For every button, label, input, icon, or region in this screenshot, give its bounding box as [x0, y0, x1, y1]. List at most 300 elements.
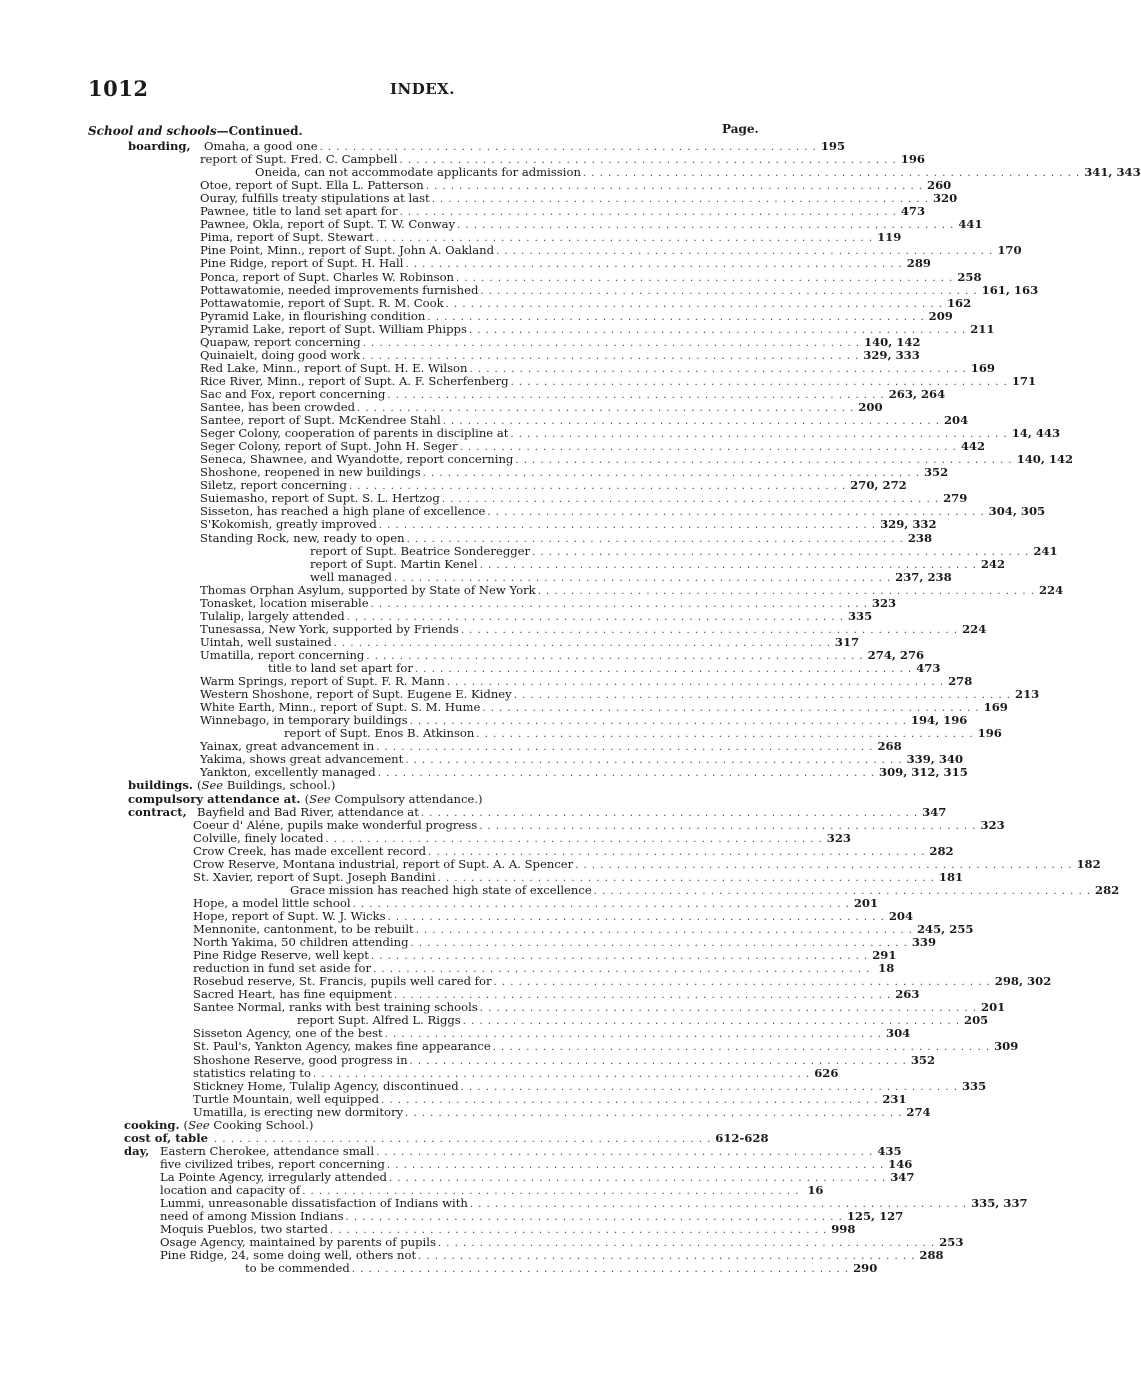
- dot-leader: . . . . . . . . . . . . . . . . . . . . . . . . . . . . . . . . . . . . . . . . . . . . . . . . . . . . . . . . . . . .: [351, 1264, 850, 1276]
- index-entry: [200, 517, 937, 532]
- dot-leader: . . . . . . . . . . . . . . . . . . . . . . . . . . . . . . . . . . . . . . . . . . . . . . . . . . . . . . . . . . . .: [357, 403, 855, 414]
- entry-label: contract,: [128, 804, 187, 819]
- index-entry: [200, 413, 969, 428]
- entry-text: five civilized tribes, report concerning: [160, 1156, 385, 1171]
- entry-page-ref: 263: [895, 987, 920, 1002]
- index-entry: [193, 1039, 1019, 1054]
- entry-text: Stickney Home, Tulalip Agency, discontinued: [193, 1078, 459, 1093]
- index-entry: [193, 843, 954, 858]
- entry-text: Pottawatomie, needed improvements furnished: [200, 282, 479, 297]
- section-heading-main: School and schools: [88, 124, 217, 138]
- dot-leader: . . . . . . . . . . . . . . . . . . . . . . . . . . . . . . . . . . . . . . . . . . . . . . . . . . . . . . . . . . . .: [381, 1094, 879, 1106]
- entry-text: Coeur d' Aléne, pupils make wonderful progress: [193, 817, 478, 832]
- entry-page-ref: 258: [957, 269, 982, 284]
- dot-leader: . . . . . . . . . . . . . . . . . . . . . . . . . . . . . . . . . . . . . . . . . . . . . . . . . . . . . . . . . . . .: [406, 533, 904, 545]
- index-entry: [268, 661, 941, 675]
- entry-text: reduction in fund set aside for: [193, 961, 371, 976]
- entry-text: report of Supt. Enos B. Atkinson: [284, 726, 475, 741]
- entry-text: Grace mission has reached high state of excellence: [290, 882, 592, 897]
- index-entry: [193, 830, 851, 845]
- dot-leader: . . . . . . . . . . . . . . . . . . . . . . . . . . . . . . . . . . . . . . . . . . . . . . . . . . . . . . . . . . . .: [372, 964, 871, 976]
- index-entry: [200, 621, 987, 636]
- index-entry: [200, 347, 920, 362]
- entry-page-ref: 335: [847, 608, 873, 623]
- dot-leader: . . . . . . . . . . . . . . . . . . . . . . . . . . . . . . . . . . . . . . . . . . . . . . . . . . . . . . . . . . . .: [387, 911, 885, 923]
- index-entry: [200, 373, 1037, 388]
- index-entry: [255, 165, 1141, 180]
- entry-page-ref: 231: [882, 1091, 907, 1106]
- index-entry: [200, 647, 925, 662]
- index-entry: [245, 1261, 878, 1276]
- dot-leader: . . . . . . . . . . . . . . . . . . . . . . . . . . . . . . . . . . . . . . . . . . . . . . . . . . . . . . . . . . . .: [431, 194, 929, 206]
- entry-page-ref: 169: [983, 700, 1008, 715]
- index-entry: [160, 1156, 913, 1171]
- entry-text: statistics relating to: [193, 1065, 311, 1080]
- dot-leader: . . . . . . . . . . . . . . . . . . . . . . . . . . . . . . . . . . . . . . . . . . . . . . . . . . . . . . . . . . . .: [312, 1068, 811, 1080]
- entry-page-ref: 253: [939, 1235, 964, 1250]
- entry-text: Warm Springs, report of Supt. F. R. Mann: [200, 674, 445, 689]
- entry-text: Pottawatomie, report of Supt. R. M. Cook: [200, 295, 444, 310]
- entry-page-ref: 626: [814, 1065, 839, 1080]
- entry-label: boarding,: [128, 139, 191, 153]
- dot-leader: . . . . . . . . . . . . . . . . . . . . . . . . . . . . . . . . . . . . . . . . . . . . . . . . . . . . . . . . . . . .: [352, 898, 850, 910]
- entry-page-ref: 323: [871, 595, 897, 610]
- dot-leader: . . . . . . . . . . . . . . . . . . . . . . . . . . . . . . . . . . . . . . . . . . . . . . . . . . . . . . . . . . . .: [348, 481, 847, 493]
- entry-text: Sacred Heart, has fine equipment: [193, 987, 392, 1002]
- entry-text: Umatilla, report concerning: [200, 647, 365, 662]
- entry-text: Eastern Cherokee, attendance small: [160, 1143, 375, 1158]
- entry-page-ref: 323: [980, 817, 1005, 832]
- entry-text: Osage Agency, maintained by parents of pupils: [160, 1235, 436, 1250]
- dot-leader: . . . . . . . . . . . . . . . . . . . . . . . . . . . . . . . . . . . . . . . . . . . . . . . . . . . . . . . . . . . .: [399, 155, 897, 167]
- entry-text: Oneida, can not accommodate applicants for admission: [255, 165, 581, 180]
- entry-page-ref: 195: [820, 139, 846, 153]
- index-entry: [160, 1209, 904, 1224]
- entry-page-ref: 201: [981, 1000, 1006, 1015]
- entry-page-ref: 200: [858, 400, 883, 414]
- entry-text: Ponca, report of Supt. Charles W. Robinson: [200, 269, 455, 284]
- index-entry: [193, 895, 879, 910]
- entry-text: Crow Reserve, Montana industrial, report of Supt. A. A. Spencer: [193, 856, 574, 871]
- entry-text: Crow Creek, has made excellent record: [193, 843, 427, 858]
- entry-text: Sisseton Agency, one of the best: [193, 1026, 383, 1041]
- index-entry: [200, 152, 925, 167]
- dot-leader: . . . . . . . . . . . . . . . . . . . . . . . . . . . . . . . . . . . . . . . . . . . . . . . . . . . . . . . . . . . .: [487, 507, 985, 519]
- dot-leader: . . . . . . . . . . . . . . . . . . . . . . . . . . . . . . . . . . . . . . . . . . . . . . . . . . . . . . . . . . . .: [410, 938, 908, 950]
- entry-text: Pawnee, Okla, report of Supt. T. W. Conway: [200, 217, 456, 232]
- entry-page-ref: 304, 305: [988, 504, 1046, 519]
- dot-leader: . . . . . . . . . . . . . . . . . . . . . . . . . . . . . . . . . . . . . . . . . . . . . . . . . . . . . . . . . . . .: [422, 468, 920, 480]
- dot-leader: . . . . . . . . . . . . . . . . . . . . . . . . . . . . . . . . . . . . . . . . . . . . . . . . . . . . . . . . . . . .: [469, 1199, 968, 1211]
- index-entry: [200, 426, 1061, 441]
- entry-page-ref: 162: [946, 295, 972, 310]
- entry-page-ref: 260: [927, 178, 952, 193]
- entry-text: Santee, has been crowded: [200, 400, 356, 414]
- index-entry: [193, 974, 1052, 989]
- entry-text: report of Supt. Beatrice Sonderegger: [310, 543, 531, 558]
- entry-page-ref: 288: [919, 1248, 944, 1263]
- entry-text: Turtle Mountain, well equipped: [193, 1091, 380, 1106]
- entry-page-ref: 209: [928, 308, 953, 323]
- index-entry: [200, 608, 873, 623]
- dot-leader: . . . . . . . . . . . . . . . . . . . . . . . . . . . . . . . . . . . . . . . . . . . . . . . . . . . . . . . . . . . .: [362, 350, 860, 362]
- dot-leader: . . . . . . . . . . . . . . . . . . . . . . . . . . . . . . . . . . . . . . . . . . . . . . . . . . . . . . . . . . . .: [460, 624, 959, 636]
- entry-text: Quinaielt, doing good work: [200, 347, 361, 362]
- index-entry: [193, 1091, 907, 1106]
- index-entry: [200, 295, 972, 310]
- entry-text: Omaha, a good one: [204, 139, 318, 153]
- entry-page-ref: 341, 343: [1084, 165, 1141, 180]
- dot-leader: . . . . . . . . . . . . . . . . . . . . . . . . . . . . . . . . . . . . . . . . . . . . . . . . . . . . . . . . . . . .: [459, 442, 957, 454]
- entry-page-ref: 323: [826, 830, 851, 845]
- entry-page-ref: 289: [906, 256, 931, 271]
- dot-leader: . . . . . . . . . . . . . . . . . . . . . . . . . . . . . . . . . . . . . . . . . . . . . . . . . . . . . . . . . . . .: [214, 1133, 712, 1145]
- entry-page-ref: 347: [890, 1169, 915, 1184]
- entry-label: cooking.: [124, 1117, 180, 1132]
- running-title: INDEX.: [390, 80, 456, 98]
- index-entry: [200, 386, 946, 401]
- dot-leader: . . . . . . . . . . . . . . . . . . . . . . . . . . . . . . . . . . . . . . . . . . . . . . . . . . . . . . . . . . . .: [376, 742, 874, 754]
- entry-page-ref: 435: [877, 1143, 902, 1158]
- dot-leader: . . . . . . . . . . . . . . . . . . . . . . . . . . . . . . . . . . . . . . . . . . . . . . . . . . . . . . . . . . . .: [515, 455, 1013, 467]
- dot-leader: . . . . . . . . . . . . . . . . . . . . . . . . . . . . . . . . . . . . . . . . . . . . . . . . . . . . . . . . . . . .: [593, 885, 1092, 897]
- entry-text: Santee, report of Supt. McKendree Stahl: [200, 413, 441, 428]
- dot-leader: . . . . . . . . . . . . . . . . . . . . . . . . . . . . . . . . . . . . . . . . . . . . . . . . . . . . . . . . . . . .: [482, 703, 980, 715]
- entry-page-ref: 274, 276: [867, 647, 925, 662]
- dot-leader: . . . . . . . . . . . . . . . . . . . . . . . . . . . . . . . . . . . . . . . . . . . . . . . . . . . . . . . . . . . .: [468, 324, 967, 336]
- index-entry: [193, 961, 895, 976]
- index-entry: [128, 804, 947, 819]
- entry-text: to be commended: [245, 1261, 350, 1276]
- index-entry: [193, 1065, 839, 1080]
- index-entry: [200, 478, 907, 493]
- entry-text: Santee Normal, ranks with best training schools: [193, 1000, 478, 1015]
- dot-leader: . . . . . . . . . . . . . . . . . . . . . . . . . . . . . . . . . . . . . . . . . . . . . . . . . . . . . . . . . . . .: [375, 233, 874, 245]
- entry-page-ref: 140, 142: [864, 334, 921, 349]
- index-entry: [200, 282, 1039, 297]
- index-entry: [200, 321, 995, 336]
- index-entry: [193, 817, 1005, 832]
- cross-reference: (See Cooking School.): [183, 1117, 314, 1132]
- entry-text: location and capacity of: [160, 1183, 301, 1197]
- index-entry: [124, 1143, 902, 1158]
- dot-leader: . . . . . . . . . . . . . . . . . . . . . . . . . . . . . . . . . . . . . . . . . . . . . . . . . . . . . . . . . . . .: [418, 1251, 916, 1263]
- entry-text: Quapaw, report concerning: [200, 334, 361, 349]
- index-entry: [193, 948, 897, 963]
- entry-text: Pine Point, Minn., report of Supt. John A. Oakland: [200, 243, 495, 258]
- entry-page-ref: 14, 443: [1011, 426, 1061, 441]
- dot-leader: . . . . . . . . . . . . . . . . . . . . . . . . . . . . . . . . . . . . . . . . . . . . . . . . . . . . . . . . . . . .: [386, 1159, 885, 1171]
- entry-page-ref: 304: [886, 1026, 911, 1041]
- entry-page-ref: 279: [943, 491, 968, 506]
- entry-page-ref: 224: [962, 621, 987, 636]
- entry-label: buildings.: [128, 778, 193, 793]
- dot-leader: . . . . . . . . . . . . . . . . . . . . . . . . . . . . . . . . . . . . . . . . . . . . . . . . . . . . . . . . . . . .: [409, 1055, 907, 1067]
- entry-text: Pine Ridge Reserve, well kept: [193, 948, 369, 963]
- dot-leader: . . . . . . . . . . . . . . . . . . . . . . . . . . . . . . . . . . . . . . . . . . . . . . . . . . . . . . . . . . . .: [437, 1238, 936, 1250]
- entry-page-ref: 238: [907, 530, 933, 545]
- dot-leader: . . . . . . . . . . . . . . . . . . . . . . . . . . . . . . . . . . . . . . . . . . . . . . . . . . . . . . . . . . . .: [362, 337, 861, 349]
- entry-page-ref: 263, 264: [888, 386, 946, 401]
- index-entry: [200, 439, 986, 454]
- entry-text: Colville, finely located: [193, 830, 324, 845]
- index-entry: [200, 452, 1074, 467]
- entry-text: Yakima, shows great advancement: [200, 752, 404, 767]
- index-entry: [160, 1196, 1028, 1211]
- dot-leader: . . . . . . . . . . . . . . . . . . . . . . . . . . . . . . . . . . . . . . . . . . . . . . . . . . . . . . . . . . . .: [415, 925, 913, 936]
- dot-leader: . . . . . . . . . . . . . . . . . . . . . . . . . . . . . . . . . . . . . . . . . . . . . . . . . . . . . . . . . . . .: [346, 611, 844, 623]
- dot-leader: . . . . . . . . . . . . . . . . . . . . . . . . . . . . . . . . . . . . . . . . . . . . . . . . . . . . . . . . . . . .: [496, 246, 994, 258]
- index-entry: [160, 1248, 944, 1263]
- index-entry: [193, 1078, 987, 1093]
- index-entry: [193, 869, 964, 884]
- dot-leader: . . . . . . . . . . . . . . . . . . . . . . . . . . . . . . . . . . . . . . . . . . . . . . . . . . . . . . . . . . . .: [460, 1081, 958, 1093]
- entry-text: Sac and Fox, report concerning: [200, 386, 386, 401]
- entry-text: well managed: [310, 569, 392, 584]
- entry-page-ref: 241: [1033, 543, 1058, 558]
- index-entry: [200, 765, 968, 780]
- dot-leader: . . . . . . . . . . . . . . . . . . . . . . . . . . . . . . . . . . . . . . . . . . . . . . . . . . . . . . . . . . . .: [427, 311, 925, 323]
- dot-leader: . . . . . . . . . . . . . . . . . . . . . . . . . . . . . . . . . . . . . . . . . . . . . . . . . . . . . . . . . . . .: [393, 572, 892, 584]
- dot-leader: . . . . . . . . . . . . . . . . . . . . . . . . . . . . . . . . . . . . . . . . . . . . . . . . . . . . . . . . . . . .: [428, 846, 926, 858]
- entry-text: Standing Rock, new, ready to open: [200, 530, 405, 545]
- entry-label: day,: [124, 1143, 150, 1158]
- index-entry: [160, 1183, 824, 1197]
- entry-page-ref: 612-628: [715, 1130, 769, 1145]
- index-entry: [193, 1000, 1006, 1015]
- index-entry: [200, 713, 968, 728]
- index-entry: [193, 922, 974, 936]
- dot-leader: . . . . . . . . . . . . . . . . . . . . . . . . . . . . . . . . . . . . . . . . . . . . . . . . . . . . . . . . . . . .: [384, 1029, 882, 1041]
- index-entry: [200, 360, 995, 375]
- dot-leader: . . . . . . . . . . . . . . . . . . . . . . . . . . . . . . . . . . . . . . . . . . . . . . . . . . . . . . . . . . . .: [393, 990, 892, 1002]
- index-entry: [193, 908, 914, 923]
- entry-text: Shoshone, reopened in new buildings: [200, 465, 421, 480]
- cross-reference: (See Buildings, school.): [196, 778, 336, 793]
- index-entry: [200, 217, 983, 232]
- dot-leader: . . . . . . . . . . . . . . . . . . . . . . . . . . . . . . . . . . . . . . . . . . . . . . . . . . . . . . . . . . . .: [319, 142, 817, 153]
- page-column-label: Page.: [722, 122, 759, 136]
- entry-page-ref: 335: [961, 1078, 987, 1093]
- dot-leader: . . . . . . . . . . . . . . . . . . . . . . . . . . . . . . . . . . . . . . . . . . . . . . . . . . . . . . . . . . . .: [513, 690, 1011, 702]
- entry-text: Tonasket, location miserable: [200, 595, 369, 610]
- entry-page-ref: 224: [1038, 582, 1064, 597]
- entry-text: St. Paul's, Yankton Agency, makes fine appearance: [193, 1039, 491, 1054]
- entry-text: Pyramid Lake, in flourishing condition: [200, 308, 426, 323]
- entry-text: Rice River, Minn., report of Supt. A. F. Scherfenberg: [200, 373, 509, 388]
- entry-page-ref: 282: [1095, 882, 1120, 897]
- entry-text: Lummi, unreasonable dissatisfaction of Indians with: [160, 1196, 468, 1211]
- entry-page-ref: 170: [997, 243, 1022, 258]
- index-entry: [284, 726, 1002, 741]
- entry-page-ref: 204: [943, 413, 969, 428]
- index-entry: [200, 739, 902, 754]
- dot-leader: . . . . . . . . . . . . . . . . . . . . . . . . . . . . . . . . . . . . . . . . . . . . . . . . . . . . . . . . . . . .: [446, 677, 945, 689]
- entry-page-ref: 352: [923, 465, 949, 480]
- entry-page-ref: 204: [888, 908, 914, 923]
- dot-leader: . . . . . . . . . . . . . . . . . . . . . . . . . . . . . . . . . . . . . . . . . . . . . . . . . . . . . . . . . . . .: [377, 768, 876, 780]
- index-entry: [200, 269, 982, 284]
- entry-page-ref: 473: [916, 661, 941, 675]
- entry-text: Pine Ridge, 24, some doing well, others not: [160, 1248, 417, 1263]
- entry-text: Seneca, Shawnee, and Wyandotte, report concerning: [200, 452, 514, 467]
- entry-page-ref: 282: [929, 843, 954, 858]
- entry-page-ref: 146: [888, 1156, 913, 1171]
- dot-leader: . . . . . . . . . . . . . . . . . . . . . . . . . . . . . . . . . . . . . . . . . . . . . . . . . . . . . . . . . . . .: [376, 1146, 874, 1158]
- entry-page-ref: 125, 127: [846, 1209, 904, 1224]
- entry-text: Winnebago, in temporary buildings: [200, 713, 408, 728]
- dot-leader: . . . . . . . . . . . . . . . . . . . . . . . . . . . . . . . . . . . . . . . . . . . . . . . . . . . . . . . . . . . .: [302, 1186, 800, 1197]
- index-entry: [200, 334, 921, 349]
- dot-leader: . . . . . . . . . . . . . . . . . . . . . . . . . . . . . . . . . . . . . . . . . . . . . . . . . . . . . . . . . . . .: [479, 559, 977, 571]
- entry-text: Seger Colony, report of Supt. John H. Seger: [200, 439, 458, 454]
- dot-leader: . . . . . . . . . . . . . . . . . . . . . . . . . . . . . . . . . . . . . . . . . . . . . . . . . . . . . . . . . . . .: [405, 259, 903, 271]
- entry-page-ref: 352: [910, 1052, 936, 1067]
- entry-page-ref: 274: [906, 1104, 931, 1119]
- entry-text: Tunesassa, New York, supported by Friends: [200, 621, 459, 636]
- index-entry: [160, 1169, 915, 1184]
- entry-text: Red Lake, Minn., report of Supt. H. E. Wilson: [200, 360, 468, 375]
- dot-leader: . . . . . . . . . . . . . . . . . . . . . . . . . . . . . . . . . . . . . . . . . . . . . . . . . . . . . . . . . . . .: [537, 585, 1035, 597]
- index-entry: [128, 139, 846, 153]
- entry-text: Mennonite, cantonment, to be rebuilt: [193, 922, 414, 936]
- dot-leader: . . . . . . . . . . . . . . . . . . . . . . . . . . . . . . . . . . . . . . . . . . . . . . . . . . . . . . . . . . . .: [329, 1225, 828, 1237]
- entry-text: Umatilla, is erecting new dormitory: [193, 1104, 404, 1119]
- dot-leader: . . . . . . . . . . . . . . . . . . . . . . . . . . . . . . . . . . . . . . . . . . . . . . . . . . . . . . . . . . . .: [420, 807, 919, 819]
- index-entry: [200, 204, 926, 219]
- entry-text: Western Shoshone, report of Supt. Eugene E. Kidney: [200, 687, 512, 702]
- index-entry: [200, 178, 952, 193]
- entry-text: St. Xavier, report of Supt. Joseph Bandini: [193, 869, 436, 884]
- entry-text: Siletz, report concerning: [200, 478, 347, 493]
- index-entry: [297, 1013, 989, 1028]
- dot-leader: . . . . . . . . . . . . . . . . . . . . . . . . . . . . . . . . . . . . . . . . . . . . . . . . . . . . . . . . . . . .: [442, 416, 940, 428]
- entry-page-ref: 441: [958, 217, 983, 232]
- index-entry: [310, 543, 1058, 558]
- entry-label: cost of, table: [124, 1130, 209, 1145]
- entry-page-ref: 320: [932, 191, 958, 206]
- entry-page-ref: 309, 312, 315: [879, 765, 968, 780]
- page-number: 1012: [88, 76, 149, 101]
- entry-text: S'Kokomish, greatly improved: [200, 517, 377, 532]
- entry-page-ref: 442: [960, 439, 986, 454]
- entry-page-ref: 16: [807, 1183, 824, 1197]
- index-entry: [160, 1222, 856, 1237]
- index-entry: [200, 530, 933, 545]
- entry-text: Tulalip, largely attended: [200, 608, 345, 623]
- dot-leader: . . . . . . . . . . . . . . . . . . . . . . . . . . . . . . . . . . . . . . . . . . . . . . . . . . . . . . . . . . . .: [493, 977, 991, 989]
- index-entry: [193, 1026, 911, 1041]
- entry-text: title to land set apart for: [268, 661, 413, 675]
- dot-leader: . . . . . . . . . . . . . . . . . . . . . . . . . . . . . . . . . . . . . . . . . . . . . . . . . . . . . . . . . . . .: [457, 220, 955, 232]
- entry-text: Pyramid Lake, report of Supt. William Phipps: [200, 321, 467, 336]
- index-entry: [200, 465, 949, 480]
- dot-leader: . . . . . . . . . . . . . . . . . . . . . . . . . . . . . . . . . . . . . . . . . . . . . . . . . . . . . . . . . . . .: [409, 716, 907, 728]
- entry-text: Uintah, well sustained: [200, 634, 332, 649]
- dot-leader: . . . . . . . . . . . . . . . . . . . . . . . . . . . . . . . . . . . . . . . . . . . . . . . . . . . . . . . . . . . .: [532, 546, 1030, 558]
- entry-page-ref: 245, 255: [916, 922, 974, 936]
- entry-text: Hope, a model little school: [193, 895, 351, 910]
- entry-text: La Pointe Agency, irregularly attended: [160, 1169, 387, 1184]
- entry-page-ref: 291: [872, 948, 897, 963]
- dot-leader: . . . . . . . . . . . . . . . . . . . . . . . . . . . . . . . . . . . . . . . . . . . . . . . . . . . . . . . . . . . .: [492, 1042, 991, 1054]
- entry-text: Rosebud reserve, St. Francis, pupils well cared for: [193, 974, 492, 989]
- entry-page-ref: 339: [911, 935, 937, 950]
- entry-page-ref: 18: [878, 961, 895, 976]
- dot-leader: . . . . . . . . . . . . . . . . . . . . . . . . . . . . . . . . . . . . . . . . . . . . . . . . . . . . . . . . . . . .: [462, 1016, 961, 1028]
- dot-leader: . . . . . . . . . . . . . . . . . . . . . . . . . . . . . . . . . . . . . . . . . . . . . . . . . . . . . . . . . . . .: [333, 637, 831, 649]
- entry-page-ref: 211: [970, 321, 995, 336]
- entry-page-ref: 181: [938, 869, 964, 884]
- cross-reference: (See Compulsory attendance.): [304, 791, 483, 806]
- dot-leader: . . . . . . . . . . . . . . . . . . . . . . . . . . . . . . . . . . . . . . . . . . . . . . . . . . . . . . . . . . . .: [325, 833, 823, 845]
- entry-text: Bayfield and Bad River, attendance at: [197, 804, 419, 819]
- entry-page-ref: 309: [994, 1039, 1019, 1054]
- index-entry: [128, 779, 335, 792]
- entry-page-ref: 205: [964, 1013, 989, 1028]
- entry-page-ref: 169: [970, 360, 995, 375]
- dot-leader: . . . . . . . . . . . . . . . . . . . . . . . . . . . . . . . . . . . . . . . . . . . . . . . . . . . . . . . . . . . .: [582, 168, 1081, 180]
- dot-leader: . . . . . . . . . . . . . . . . . . . . . . . . . . . . . . . . . . . . . . . . . . . . . . . . . . . . . . . . . . . .: [479, 1003, 978, 1015]
- entry-text: Moquis Pueblos, two started: [160, 1222, 328, 1237]
- entry-page-ref: 347: [922, 804, 947, 819]
- index-entry: [200, 400, 883, 414]
- index-entry: [200, 687, 1040, 702]
- dot-leader: . . . . . . . . . . . . . . . . . . . . . . . . . . . . . . . . . . . . . . . . . . . . . . . . . . . . . . . . . . . .: [480, 285, 978, 297]
- entry-page-ref: 201: [853, 895, 879, 910]
- entry-text: report of Supt. Fred. C. Campbell: [200, 152, 398, 167]
- entry-page-ref: 335, 337: [971, 1196, 1028, 1211]
- index-entry: [200, 256, 931, 271]
- index-entry: [200, 674, 973, 689]
- entry-text: Pima, report of Supt. Stewart: [200, 230, 374, 245]
- index-entry: [310, 556, 1006, 571]
- entry-text: Otoe, report of Supt. Ella L. Patterson: [200, 178, 424, 193]
- dot-leader: . . . . . . . . . . . . . . . . . . . . . . . . . . . . . . . . . . . . . . . . . . . . . . . . . . . . . . . . . . . .: [366, 650, 864, 662]
- dot-leader: . . . . . . . . . . . . . . . . . . . . . . . . . . . . . . . . . . . . . . . . . . . . . . . . . . . . . . . . . . . .: [445, 298, 943, 310]
- entry-text: report of Supt. Martin Kenel: [310, 556, 478, 571]
- entry-page-ref: 196: [977, 726, 1002, 741]
- dot-leader: . . . . . . . . . . . . . . . . . . . . . . . . . . . . . . . . . . . . . . . . . . . . . . . . . . . . . . . . . . . .: [388, 1172, 887, 1184]
- entry-text: North Yakima, 50 children attending: [193, 935, 409, 950]
- index-entry: [310, 569, 952, 584]
- index-entry: [200, 634, 860, 649]
- entry-page-ref: 237, 238: [895, 569, 952, 584]
- entry-text: Pawnee, title to land set apart for: [200, 204, 398, 219]
- index-entry: [200, 491, 968, 506]
- index-entry: [193, 856, 1101, 871]
- index-entry: [124, 1119, 313, 1132]
- entry-text: need of among Mission Indians: [160, 1209, 344, 1224]
- dot-leader: . . . . . . . . . . . . . . . . . . . . . . . . . . . . . . . . . . . . . . . . . . . . . . . . . . . . . . . . . . . .: [370, 951, 869, 963]
- index-entry: [200, 752, 964, 767]
- dot-leader: . . . . . . . . . . . . . . . . . . . . . . . . . . . . . . . . . . . . . . . . . . . . . . . . . . . . . . . . . . . .: [510, 429, 1008, 441]
- entry-text: Thomas Orphan Asylum, supported by State of New York: [200, 582, 536, 597]
- index-entry: [193, 1052, 936, 1067]
- index-entry: [200, 504, 1046, 519]
- entry-page-ref: 182: [1076, 856, 1101, 871]
- entry-label: compulsory attendance at.: [128, 791, 301, 806]
- dot-leader: . . . . . . . . . . . . . . . . . . . . . . . . . . . . . . . . . . . . . . . . . . . . . . . . . . . . . . . . . . . .: [414, 664, 913, 675]
- index-entry: [128, 793, 483, 806]
- dot-leader: . . . . . . . . . . . . . . . . . . . . . . . . . . . . . . . . . . . . . . . . . . . . . . . . . . . . . . . . . . . .: [575, 859, 1073, 871]
- entry-page-ref: 194, 196: [910, 713, 968, 728]
- dot-leader: . . . . . . . . . . . . . . . . . . . . . . . . . . . . . . . . . . . . . . . . . . . . . . . . . . . . . . . . . . . .: [378, 520, 877, 532]
- index-entry: [200, 243, 1022, 258]
- index-entry: [200, 595, 897, 610]
- dot-leader: . . . . . . . . . . . . . . . . . . . . . . . . . . . . . . . . . . . . . . . . . . . . . . . . . . . . . . . . . . . .: [456, 272, 954, 284]
- entry-text: Yainax, great advancement in: [200, 739, 375, 754]
